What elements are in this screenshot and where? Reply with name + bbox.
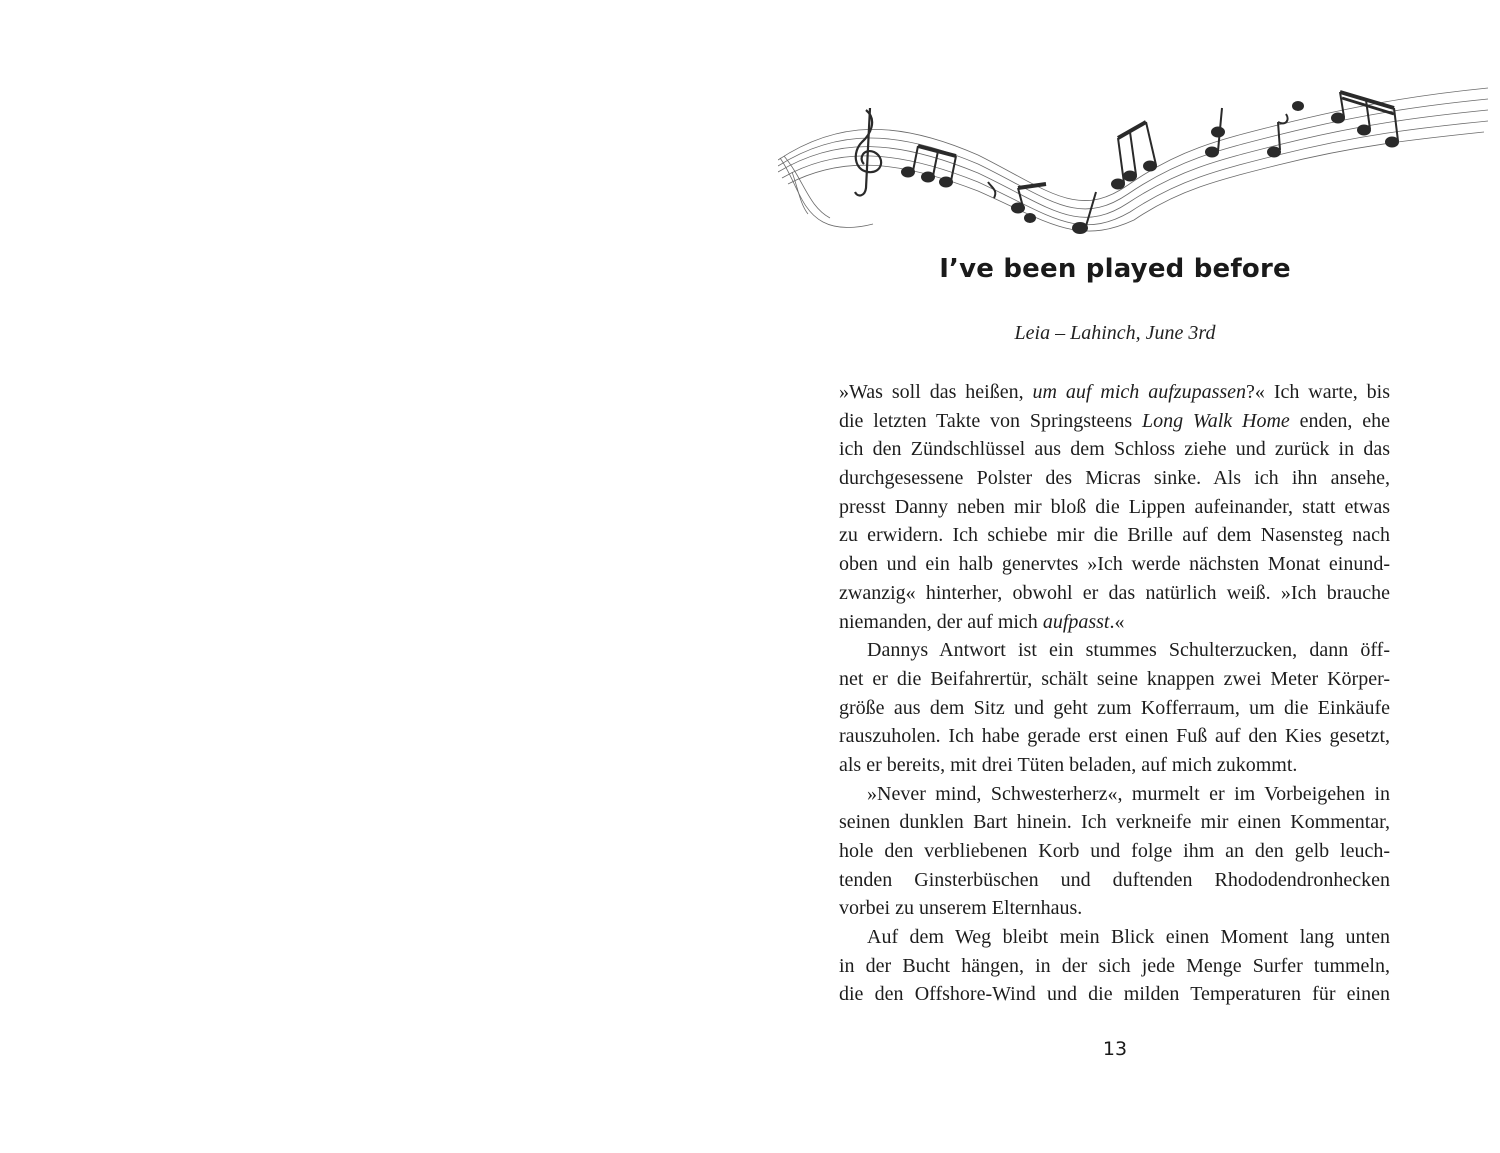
text-line: die letzten Takte von Springsteens Long Walk Home enden, ehe [839, 409, 1390, 432]
text-line: durchgesessene Polster des Micras sinke. Als ich ihn ansehe, [839, 467, 1390, 490]
text-line: »Never mind, Schwesterherz«, murmelt er im Vorbeigehen in [867, 782, 1390, 805]
text-line: größe aus dem Sitz und geht zum Kofferraum, um die Einkäufe [839, 696, 1390, 719]
text-line: ich den Zündschlüssel aus dem Schloss ziehe und zurück in das [839, 438, 1390, 461]
text-line: presst Danny neben mir bloß die Lippen aufeinander, statt etwas [839, 495, 1390, 518]
text-line: zwanzig« hinterher, obwohl er das natürlich weiß. »Ich brauche [839, 581, 1390, 604]
text-line: vorbei zu unserem Elternhaus. [839, 897, 1083, 920]
text-line: die den Offshore-Wind und die milden Temperaturen für einen [839, 983, 1390, 1006]
text-line: Dannys Antwort ist ein stummes Schulterzucken, dann öff- [867, 639, 1390, 662]
chapter-subtitle: Leia – Lahinch, June 3rd [1014, 322, 1216, 344]
text-line: zu erwidern. Ich schiebe mir die Brille auf dem Nasensteg nach [839, 524, 1390, 547]
text-line: tenden Ginsterbüschen und duftenden Rhododendronhecken [839, 868, 1390, 891]
body-text [839, 378, 1390, 1009]
text-line: hole den verbliebenen Korb und folge ihm an den gelb leuch- [839, 840, 1390, 862]
text-line: Auf dem Weg bleibt mein Blick einen Moment lang unten [867, 926, 1390, 949]
text-line: als er bereits, mit drei Tüten beladen, auf mich zukommt. [839, 753, 1298, 776]
text-line: net er die Beifahrertür, schält seine knappen zwei Meter Körper- [839, 667, 1390, 690]
text-line: niemanden, der auf mich aufpasst.« [839, 610, 1125, 633]
text-line: oben und ein halb genervtes »Ich werde nächsten Monat einund- [839, 553, 1390, 576]
text-line: seinen dunklen Bart hinein. Ich verkneife mir einen Kommentar, [839, 811, 1390, 834]
text-line: rauszuholen. Ich habe gerade erst einen Fuß auf den Kies gesetzt, [839, 725, 1390, 748]
right-page [750, 0, 1500, 1153]
text-line: in der Bucht hängen, in der sich jede Menge Surfer tummeln, [839, 954, 1390, 977]
text-line: »Was soll das heißen, um auf mich aufzupassen?« Ich warte, bis [839, 381, 1390, 403]
page-number: 13 [1102, 1038, 1128, 1060]
chapter-title: I’ve been played before [939, 254, 1291, 284]
music-staff-ornament-icon [778, 80, 1488, 240]
